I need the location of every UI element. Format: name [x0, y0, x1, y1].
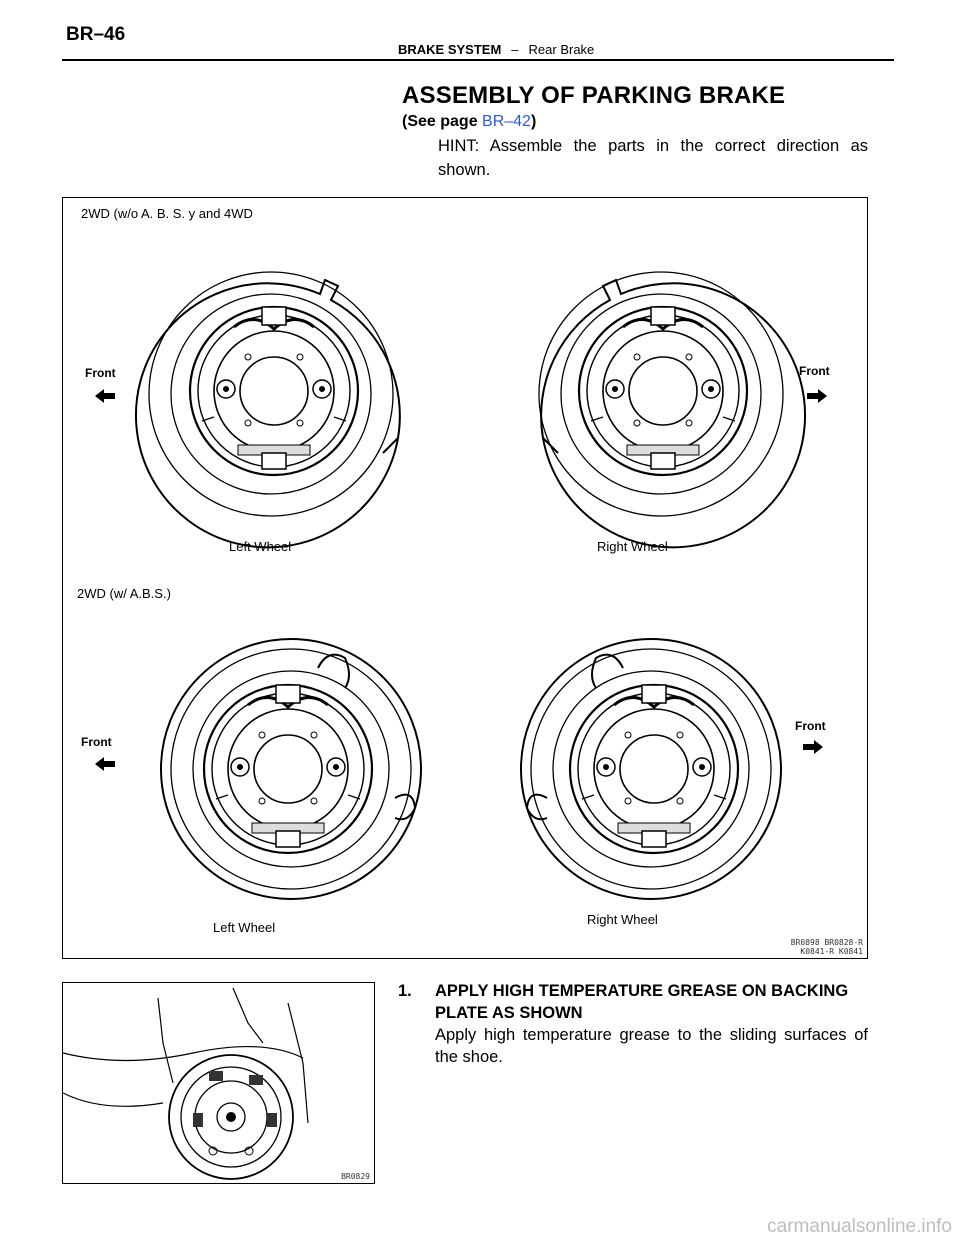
group1-left-front-arrow: [95, 389, 115, 403]
figure-code: [791, 938, 863, 956]
section-title: ASSEMBLY OF PARKING BRAKE: [402, 82, 786, 109]
group1-left-shoe-assembly: [190, 307, 358, 475]
see-page-prefix: (See page: [402, 113, 483, 130]
group2-left-front-label: Front: [81, 735, 112, 749]
brake-drawings: [63, 198, 866, 957]
watermark: carmanualsonline.info: [767, 1216, 952, 1237]
group2-title: 2WD (w/ A.B.S.): [77, 586, 171, 601]
header-separator: –: [511, 42, 519, 57]
step-body: Apply high temperature grease to the sliding surfaces of the shoe.: [435, 1026, 868, 1066]
parking-brake-diagram: [62, 197, 868, 959]
group2-left-front-arrow: [95, 757, 115, 771]
group1-left-front-label: Front: [85, 366, 116, 380]
group2-right-wheel-label: Right Wheel: [587, 912, 658, 927]
group1-right-wheel-label: Right Wheel: [597, 539, 668, 554]
group1-title: 2WD (w/o A. B. S. y and 4WD: [81, 206, 253, 221]
see-page-reference: [402, 113, 536, 131]
group1-right-front-label: Front: [799, 364, 830, 378]
group1-right-front-arrow: [807, 389, 827, 403]
backing-plate-figure: [62, 982, 375, 1184]
group2-left-shoe-assembly: [204, 685, 372, 853]
step-1: [398, 980, 868, 1068]
header-rule: [62, 59, 894, 61]
figure-code-line1: BR0898 BR0828-R: [790, 938, 863, 947]
section-header: [398, 42, 594, 57]
small-figure-code: BR0829: [341, 1172, 370, 1181]
see-page-suffix: ): [530, 113, 537, 130]
system-name: BRAKE SYSTEM: [398, 42, 502, 57]
group2-right-front-label: Front: [795, 719, 826, 733]
hint-text: HINT: Assemble the parts in the correct direction as shown.: [438, 137, 868, 179]
backing-plate-drawing: [63, 983, 373, 1182]
figure-code-line2: K0841-R K0841: [800, 947, 863, 956]
step-heading: APPLY HIGH TEMPERATURE GREASE ON BACKING PLATE AS SHOWN: [435, 982, 849, 1022]
see-page-link[interactable]: BR–42: [482, 113, 531, 130]
subsystem-name: Rear Brake: [528, 42, 595, 57]
group2-right-shoe-assembly: [570, 685, 738, 853]
group1-right-shoe-assembly: [579, 307, 747, 475]
group2-right-front-arrow: [803, 740, 823, 754]
page-number: BR–46: [66, 24, 126, 45]
group1-left-wheel-label: Left Wheel: [229, 539, 292, 554]
group2-left-wheel-label: Left Wheel: [213, 920, 276, 935]
step-number: 1.: [398, 982, 412, 1000]
